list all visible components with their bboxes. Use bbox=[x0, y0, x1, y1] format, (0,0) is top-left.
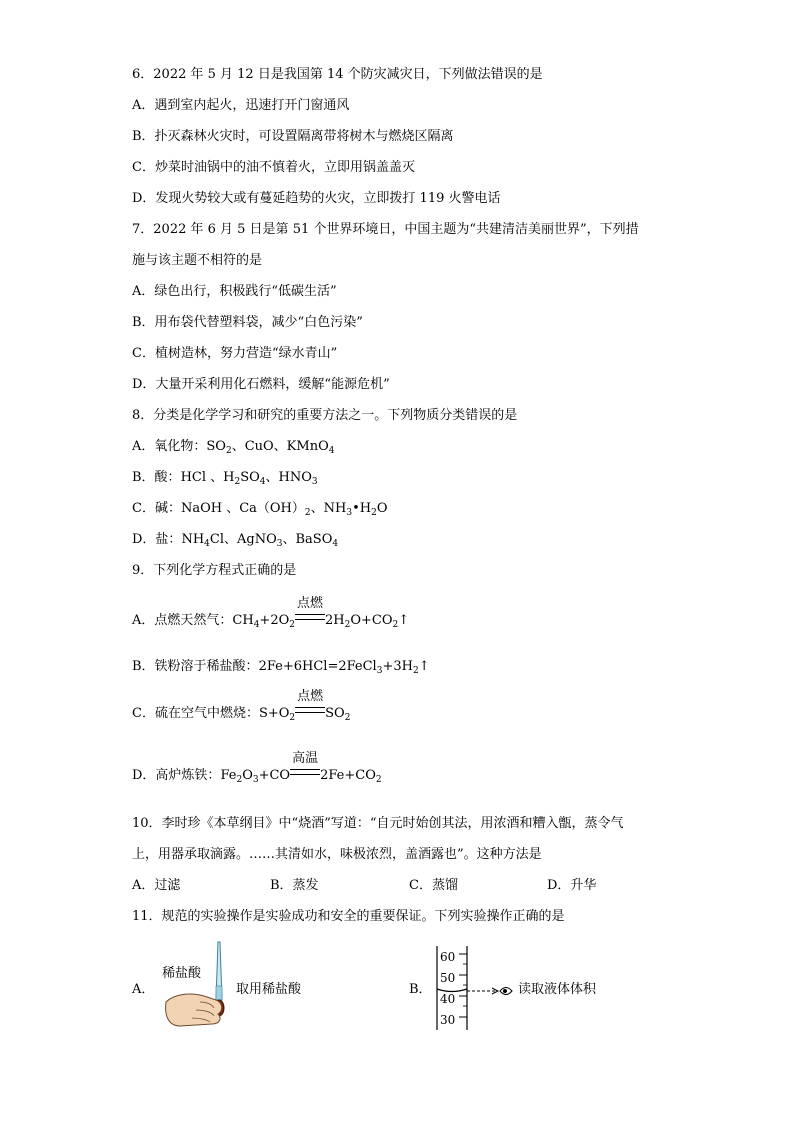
formula: SO bbox=[325, 706, 345, 721]
q9-d-label: D．高炉炼铁： bbox=[132, 768, 221, 783]
dropper-hand-illustration bbox=[160, 940, 240, 1030]
q11-option-b-label: B． bbox=[409, 982, 432, 997]
q8-d-label: D．盐： bbox=[132, 532, 182, 547]
subscript: 4 bbox=[259, 477, 266, 487]
q6-option-d: D．发现火势较大或有蔓延趋势的火灾，立即拨打 119 火警电话 bbox=[132, 191, 501, 206]
reaction-condition: 点燃 bbox=[297, 689, 324, 704]
q7-stem-line2: 施与该主题不相符的是 bbox=[132, 253, 263, 268]
tick-label-30: 30 bbox=[440, 1013, 456, 1027]
q10-option-a: A．过滤 bbox=[132, 878, 181, 893]
q7-option-c: C．植树造林，努力营造“绿水青山” bbox=[132, 346, 338, 361]
subscript: 2 bbox=[234, 477, 241, 487]
formula: •H bbox=[352, 501, 372, 516]
subscript: 2 bbox=[289, 620, 295, 630]
formula: SO bbox=[206, 439, 226, 454]
q11-a-dropper-label: 稀盐酸 bbox=[162, 966, 202, 981]
equals-bar bbox=[295, 614, 325, 620]
formula: O bbox=[376, 501, 388, 516]
q10-option-c: C．蒸馏 bbox=[409, 878, 458, 893]
q10-stem-line2: 上，用器承取滴露。……其清如水，味极浓烈，盖酒露也”。这种方法是 bbox=[132, 847, 542, 862]
reaction-arrow bbox=[295, 596, 325, 630]
subscript: 2 bbox=[392, 620, 399, 630]
subscript: 2 bbox=[344, 713, 351, 723]
subscript: 3 bbox=[346, 508, 353, 518]
q9-b-label: B．铁粉溶于稀盐酸： bbox=[132, 659, 259, 674]
q11-option-a-label: A． bbox=[132, 982, 155, 997]
formula: Fe bbox=[220, 768, 237, 783]
formula: 、NH bbox=[310, 501, 347, 516]
reaction-arrow bbox=[290, 751, 320, 785]
subscript: 2 bbox=[304, 508, 311, 518]
formula: +CO bbox=[258, 768, 291, 783]
q6-option-c: C．炒菜时油锅中的油不慎着火，立即用锅盖盖灭 bbox=[132, 160, 415, 175]
q6-option-b: B．扑灭森林火灾时，可设置隔离带将树木与燃烧区隔离 bbox=[132, 129, 454, 144]
q9-a-label: A．点燃天然气： bbox=[132, 613, 233, 628]
formula: +3H bbox=[382, 659, 413, 674]
formula: 、HNO bbox=[265, 470, 312, 485]
q8-option-d bbox=[132, 531, 338, 553]
equals-bar bbox=[295, 707, 325, 713]
formula: O bbox=[242, 768, 253, 783]
subscript: 2 bbox=[236, 775, 243, 785]
subscript: 4 bbox=[332, 539, 339, 549]
subscript: 4 bbox=[328, 446, 335, 456]
reaction-condition: 点燃 bbox=[296, 596, 323, 611]
q9-option-c bbox=[132, 689, 351, 727]
formula: 2Fe+CO bbox=[320, 768, 376, 783]
tick-label-50: 50 bbox=[440, 971, 456, 985]
q9-option-b bbox=[132, 658, 430, 680]
q9-c-label: C．硫在空气中燃烧： bbox=[132, 706, 259, 721]
equals-bar bbox=[290, 769, 320, 775]
subscript: 3 bbox=[376, 666, 383, 676]
q6-option-a: A．遇到室内起火，迅速打开门窗通风 bbox=[132, 98, 350, 113]
tick-label-40: 40 bbox=[440, 992, 456, 1006]
subscript: 2 bbox=[289, 713, 296, 723]
q7-option-a: A．绿色出行，积极践行“低碳生活” bbox=[132, 284, 337, 299]
subscript: 2 bbox=[412, 666, 419, 676]
subscript: 2 bbox=[344, 620, 351, 630]
q7-stem-line1: 7．2022 年 6 月 5 日是第 51 个世界环境日，中国主题为“共建清洁美丽世界”，下列措 bbox=[132, 222, 639, 237]
subscript: 2 bbox=[375, 775, 382, 785]
subscript: 4 bbox=[204, 539, 210, 549]
formula: 、BaSO bbox=[282, 532, 333, 547]
formula: 、CuO、KMnO bbox=[231, 439, 329, 454]
q7-option-b: B．用布袋代替塑料袋，减少“白色污染” bbox=[132, 315, 363, 330]
formula: Cl、AgNO bbox=[209, 532, 277, 547]
formula: NH bbox=[181, 532, 205, 547]
formula: +2O bbox=[259, 613, 290, 628]
subscript: 3 bbox=[311, 477, 318, 487]
q8-b-label: B．酸： bbox=[132, 470, 181, 485]
formula: O+CO bbox=[350, 613, 393, 628]
q11-stem: 11．规范的实验操作是实验成功和安全的重要保证。下列实验操作正确的是 bbox=[132, 909, 565, 924]
subscript: 2 bbox=[225, 446, 232, 456]
q7-option-d: D．大量开采利用化石燃料，缓解“能源危机” bbox=[132, 377, 390, 392]
q11-b-caption: 读取液体体积 bbox=[518, 982, 597, 997]
gas-arrow: ↑ bbox=[418, 659, 430, 674]
formula: HCl 、H bbox=[180, 470, 235, 485]
reaction-condition: 高温 bbox=[292, 751, 319, 766]
formula: CH bbox=[232, 613, 254, 628]
q11-a-caption: 取用稀盐酸 bbox=[236, 982, 302, 997]
q6-stem: 6．2022 年 5 月 12 日是我国第 14 个防灾减灾日，下列做法错误的是 bbox=[132, 67, 543, 82]
subscript: 2 bbox=[371, 508, 377, 518]
subscript: 3 bbox=[252, 775, 259, 785]
formula: 2Fe+6HCl=2FeCl bbox=[258, 659, 377, 674]
q9-stem: 9．下列化学方程式正确的是 bbox=[132, 563, 297, 578]
q8-option-a bbox=[132, 438, 334, 460]
dropper-hand-icon bbox=[160, 940, 240, 1030]
q8-option-c bbox=[132, 500, 388, 522]
q8-option-b bbox=[132, 469, 318, 491]
formula: SO bbox=[240, 470, 260, 485]
formula: NaOH 、Ca（OH） bbox=[180, 501, 305, 516]
q10-option-b: B．蒸发 bbox=[270, 878, 319, 893]
q10-stem-line1: 10．李时珍《本草纲目》中“烧酒”写道：“自元时始创其法，用浓酒和糟入甑，蒸令气 bbox=[132, 816, 624, 831]
q9-option-a bbox=[132, 596, 410, 634]
q8-c-label: C．碱： bbox=[132, 501, 181, 516]
q8-a-label: A．氧化物： bbox=[132, 439, 207, 454]
q10-option-d: D．升华 bbox=[547, 878, 597, 893]
q9-option-d bbox=[132, 751, 382, 789]
reaction-arrow bbox=[295, 689, 325, 723]
gas-arrow: ↑ bbox=[398, 613, 410, 628]
subscript: 3 bbox=[276, 539, 283, 549]
formula: S+O bbox=[258, 706, 290, 721]
subscript: 4 bbox=[253, 620, 260, 630]
q8-stem: 8．分类是化学学习和研究的重要方法之一。下列物质分类错误的是 bbox=[132, 408, 518, 423]
formula: 2H bbox=[324, 613, 345, 628]
tick-label-60: 60 bbox=[440, 950, 456, 964]
